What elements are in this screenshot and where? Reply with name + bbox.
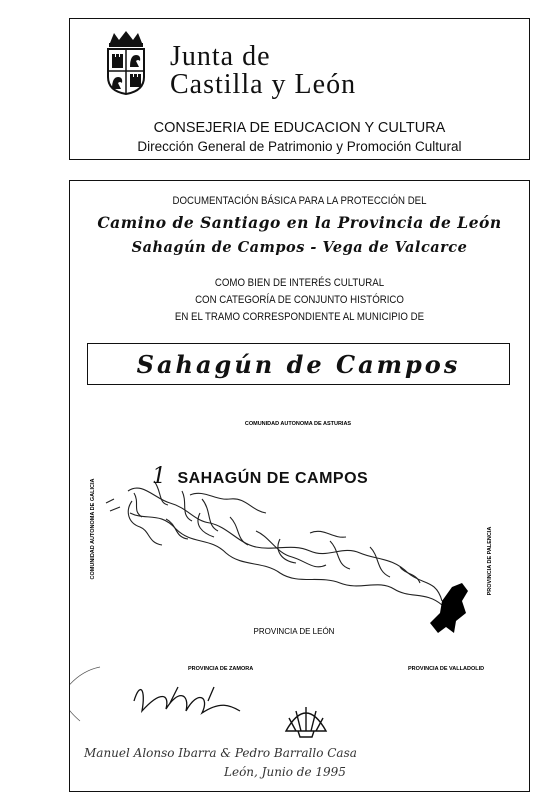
section-number: 1	[152, 464, 167, 489]
direccion-label: Dirección General de Patrimonio y Promoción Cultural	[137, 139, 462, 154]
section-title: SAHAGÚN DE CAMPOS	[177, 470, 369, 487]
label-zamora: PROVINCIA DE ZAMORA	[188, 666, 254, 672]
consejeria-label: CONSEJERIA DE EDUCACION Y CULTURA	[153, 120, 446, 136]
label-galicia: COMUNIDAD AUTONOMA DE GALICIA	[90, 478, 96, 580]
label-palencia: PROVINCIA DE PALENCIA	[487, 526, 493, 596]
signature-stamp	[70, 667, 100, 721]
label-valladolid: PROVINCIA DE VALLADOLID	[408, 666, 485, 672]
scallop-shell-icon	[286, 707, 326, 737]
bien-line-1: COMO BIEN DE INTERÉS CULTURAL	[214, 277, 385, 289]
handwritten-signature	[134, 687, 240, 713]
signature-line-1: Manuel Alonso Ibarra & Pedro Barrallo Casa	[84, 746, 357, 760]
bien-line-3: EN EL TRAMO CORRESPONDIENTE AL MUNICIPIO DE	[174, 311, 425, 323]
institution-title-line2: Castilla y León	[170, 69, 357, 100]
label-leon: PROVINCIA DE LEÓN	[253, 627, 335, 636]
bien-line-2: CON CATEGORÍA DE CONJUNTO HISTÓRICO	[195, 294, 404, 306]
map-section-title	[152, 464, 368, 489]
doc-heading: DOCUMENTACIÓN BÁSICA PARA LA PROTECCIÓN DEL	[172, 195, 427, 207]
institution-title-line1: Junta de	[170, 41, 271, 72]
document-cover-box	[69, 180, 530, 792]
label-asturias: COMUNIDAD AUTONOMA DE ASTURIAS	[244, 421, 352, 427]
route-network	[106, 481, 442, 605]
coat-of-arms-icon	[104, 31, 148, 95]
tramo-title: Sahagún de Campos - Vega de Valcarce	[131, 239, 468, 256]
signature-line-2: León, Junio de 1995	[224, 765, 346, 779]
sahagun-municipality-shape	[430, 583, 468, 633]
municipio-title: Sahagún de Campos	[136, 350, 461, 379]
camino-title: Camino de Santiago en la Provincia de León	[97, 213, 502, 232]
header-box	[69, 18, 530, 160]
